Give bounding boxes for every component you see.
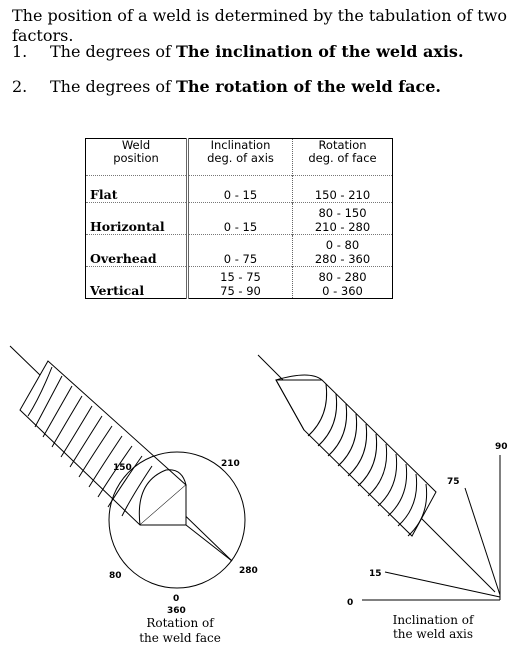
cell-line: 80 - 150 (318, 206, 367, 220)
table-row (86, 203, 393, 235)
cell-inclination: 0 - 15 (188, 176, 293, 203)
inclination-caption-line2: the weld axis (392, 627, 474, 641)
label-360: 360 (167, 606, 186, 616)
list-number: 1. (12, 42, 28, 61)
list-prefix: The degrees of (50, 77, 177, 96)
header-rotation (293, 139, 393, 176)
cell-position: Flat (86, 176, 188, 203)
rotation-caption-line2: the weld face (139, 631, 221, 645)
list-item-rotation (12, 77, 441, 97)
label-75: 75 (447, 477, 460, 487)
rotation-caption-line1: Rotation of (146, 616, 214, 630)
inclined-weld-outline (276, 380, 436, 536)
label-90: 90 (495, 442, 508, 452)
header-line: Inclination (210, 138, 271, 152)
cell-line: 0 - 80 (325, 238, 360, 252)
table-row (86, 267, 393, 299)
cell-position: Overhead (86, 235, 188, 267)
cell-rotation (293, 235, 393, 267)
cell-rotation: 150 - 210 (293, 176, 393, 203)
label-15: 15 (369, 569, 382, 579)
cell-line: 280 - 360 (314, 252, 371, 266)
inclination-caption-line1: Inclination of (392, 613, 474, 627)
list-number: 2. (12, 77, 28, 96)
weld-diagrams (0, 330, 525, 650)
table-row (86, 235, 393, 267)
table-row (86, 176, 393, 203)
header-line: position (113, 151, 159, 165)
weld-bead-outline (20, 361, 186, 525)
header-inclination (188, 139, 293, 176)
cell-line: 210 - 280 (314, 220, 371, 234)
weld-axis-end (186, 525, 232, 561)
list-bold-text: The rotation of the weld face. (176, 77, 441, 96)
cell-line: 80 - 280 (318, 270, 367, 284)
cell-inclination: 0 - 15 (188, 203, 293, 235)
list-bold-text: The inclination of the weld axis. (176, 42, 464, 61)
label-0: 0 (173, 594, 180, 604)
header-weld-position (86, 139, 188, 176)
cell-line: 15 - 75 (220, 270, 261, 284)
weld-position-table (85, 138, 393, 299)
list-prefix: The degrees of (50, 42, 177, 61)
cell-position: Vertical (86, 267, 188, 299)
label-150: 150 (113, 463, 132, 473)
list-item-inclination (12, 42, 464, 62)
cell-inclination (188, 267, 293, 299)
intro-text: The position of a weld is determined by the tabulation of two factors. (12, 6, 508, 45)
line-15-degrees (385, 572, 500, 597)
cell-position: Horizontal (86, 203, 188, 235)
cell-line: 75 - 90 (220, 284, 261, 298)
label-210: 210 (221, 459, 240, 469)
header-line: Weld (121, 138, 151, 152)
label-80: 80 (109, 571, 122, 581)
inclination-diagram (258, 355, 500, 600)
cell-line: 0 - 360 (322, 284, 363, 298)
table-header-row (86, 139, 393, 176)
cell-inclination: 0 - 75 (188, 235, 293, 267)
label-280: 280 (239, 566, 258, 576)
header-line: Rotation (318, 138, 367, 152)
header-line: deg. of axis (207, 151, 274, 165)
header-line: deg. of face (308, 151, 377, 165)
cell-rotation (293, 203, 393, 235)
cell-rotation (293, 267, 393, 299)
label-0-axis: 0 (347, 598, 354, 608)
